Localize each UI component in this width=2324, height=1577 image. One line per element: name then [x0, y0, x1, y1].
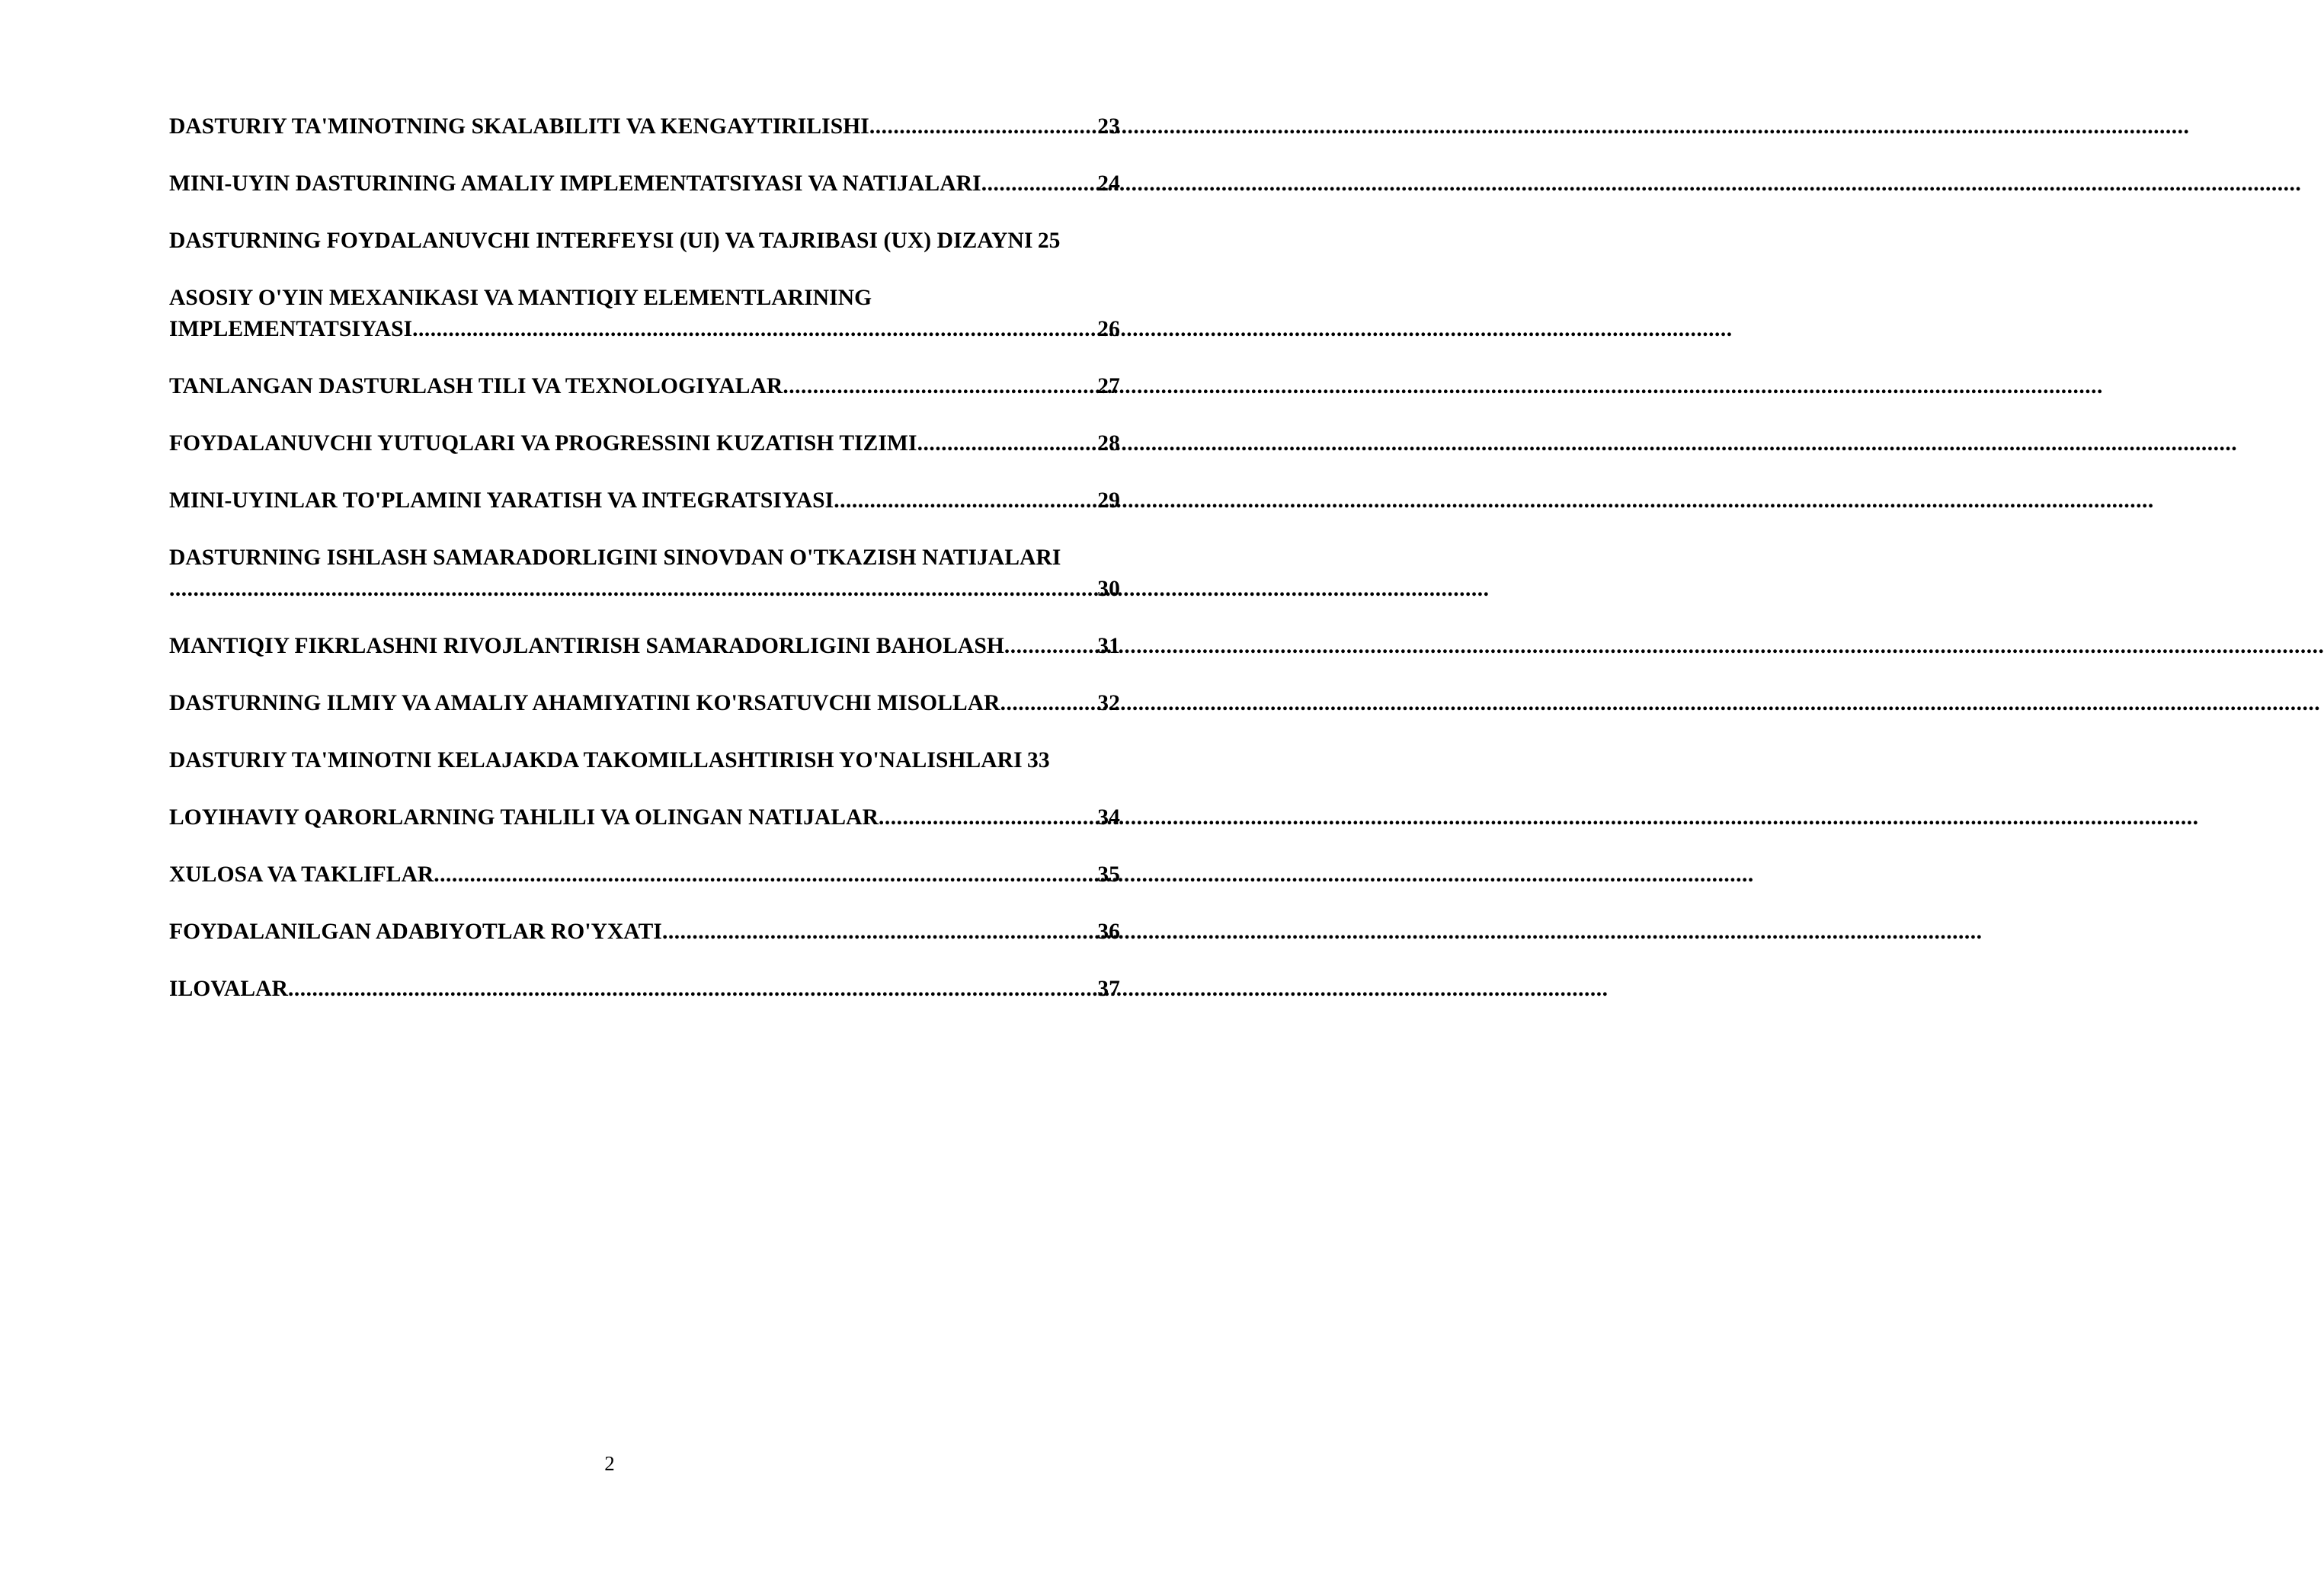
toc-entry-title: LOYIHAVIY QARORLARNING TAHLILI VA OLINGAN NATIJALAR	[169, 805, 879, 830]
toc-entry-title: TANLANGAN DASTURLASH TILI VA TEXNOLOGIYALAR	[169, 374, 783, 398]
page-number: 2	[604, 1452, 615, 1475]
toc-entry-title: MINI-UYIN DASTURINING AMALIY IMPLEMENTATSIYASI VA NATIJALARI	[169, 171, 981, 196]
toc-entry-title: DASTURIY TA'MINOTNI KELAJAKDA TAKOMILLASHTIRISH YO'NALISHLARI	[169, 748, 1023, 773]
toc-dot-leader	[917, 428, 1093, 459]
toc-dot-leader	[662, 916, 1093, 948]
toc-entry-page: 33	[1026, 748, 1050, 773]
toc-entry-page: 25	[1037, 229, 1061, 253]
toc-entry-page: 23	[1097, 114, 1120, 139]
toc-entry[interactable]	[169, 745, 1120, 776]
toc-entry-title: DASTURIY TA'MINOTNING SKALABILITI VA KENGAYTIRILISHI	[169, 114, 869, 139]
toc-entry[interactable]	[169, 688, 1120, 719]
toc-entry-title: IMPLEMENTATSIYASI	[169, 317, 413, 341]
toc-entry-title: DASTURNING FOYDALANUVCHI INTERFEYSI (UI) VA TAJRIBASI (UX) DIZAYNI	[169, 229, 1033, 253]
toc-entry[interactable]	[169, 111, 1120, 142]
toc-entry[interactable]	[169, 371, 1120, 402]
toc-dot-leader	[783, 371, 1093, 402]
toc-entry-page: 35	[1097, 862, 1120, 887]
toc-dot-leader	[1000, 688, 1093, 719]
table-of-contents	[169, 111, 1120, 1031]
toc-entry-page: 26	[1097, 317, 1120, 341]
toc-dot-leader	[869, 111, 1093, 142]
toc-entry[interactable]	[169, 631, 1120, 662]
toc-entry-page: 28	[1097, 431, 1120, 456]
toc-entry[interactable]	[169, 168, 1120, 200]
toc-entry-page: 31	[1097, 634, 1120, 658]
toc-dot-leader	[1004, 631, 1093, 662]
toc-entry-title-line1: DASTURNING ISHLASH SAMARADORLIGINI SINOVDAN O'TKAZISH NATIJALARI	[169, 545, 1061, 570]
toc-entry-page: 27	[1097, 374, 1120, 398]
toc-dot-leader	[169, 574, 1093, 605]
toc-entry-title: FOYDALANILGAN ADABIYOTLAR RO'YXATI	[169, 920, 662, 944]
toc-entry[interactable]	[169, 859, 1120, 891]
toc-entry-page: 32	[1097, 691, 1120, 715]
toc-entry-page: 29	[1097, 488, 1120, 513]
toc-entry-title: MINI-UYINLAR TO'PLAMINI YARATISH VA INTEGRATSIYASI	[169, 488, 834, 513]
toc-dot-leader	[981, 168, 1093, 200]
toc-entry-title-line1: ASOSIY O'YIN MEXANIKASI VA MANTIQIY ELEMENTLARINING	[169, 286, 872, 310]
toc-entry[interactable]	[169, 485, 1120, 517]
toc-entry[interactable]	[169, 226, 1120, 257]
toc-entry[interactable]	[169, 428, 1120, 459]
toc-entry[interactable]	[169, 283, 1120, 345]
toc-entry[interactable]	[169, 916, 1120, 948]
toc-dot-leader	[434, 859, 1093, 891]
toc-entry-page: 30	[1097, 577, 1120, 601]
toc-entry-page: 24	[1097, 171, 1120, 196]
toc-entry-page: 37	[1097, 977, 1120, 1001]
toc-entry-title: XULOSA VA TAKLIFLAR	[169, 862, 434, 887]
toc-entry-page: 34	[1097, 805, 1120, 830]
toc-dot-leader	[412, 314, 1093, 345]
toc-dot-leader	[879, 802, 1093, 833]
toc-entry-title: FOYDALANUVCHI YUTUQLARI VA PROGRESSINI KUZATISH TIZIMI	[169, 431, 917, 456]
toc-dot-leader	[834, 485, 1093, 517]
toc-entry-page: 36	[1097, 920, 1120, 944]
toc-entry[interactable]	[169, 802, 1120, 833]
toc-dot-leader	[288, 974, 1093, 1005]
toc-entry[interactable]	[169, 542, 1120, 605]
toc-entry-title: ILOVALAR	[169, 977, 288, 1001]
toc-entry[interactable]	[169, 974, 1120, 1005]
toc-entry-title: MANTIQIY FIKRLASHNI RIVOJLANTIRISH SAMARADORLIGINI BAHOLASH	[169, 634, 1004, 658]
toc-entry-title: DASTURNING ILMIY VA AMALIY AHAMIYATINI KO'RSATUVCHI MISOLLAR	[169, 691, 1000, 715]
